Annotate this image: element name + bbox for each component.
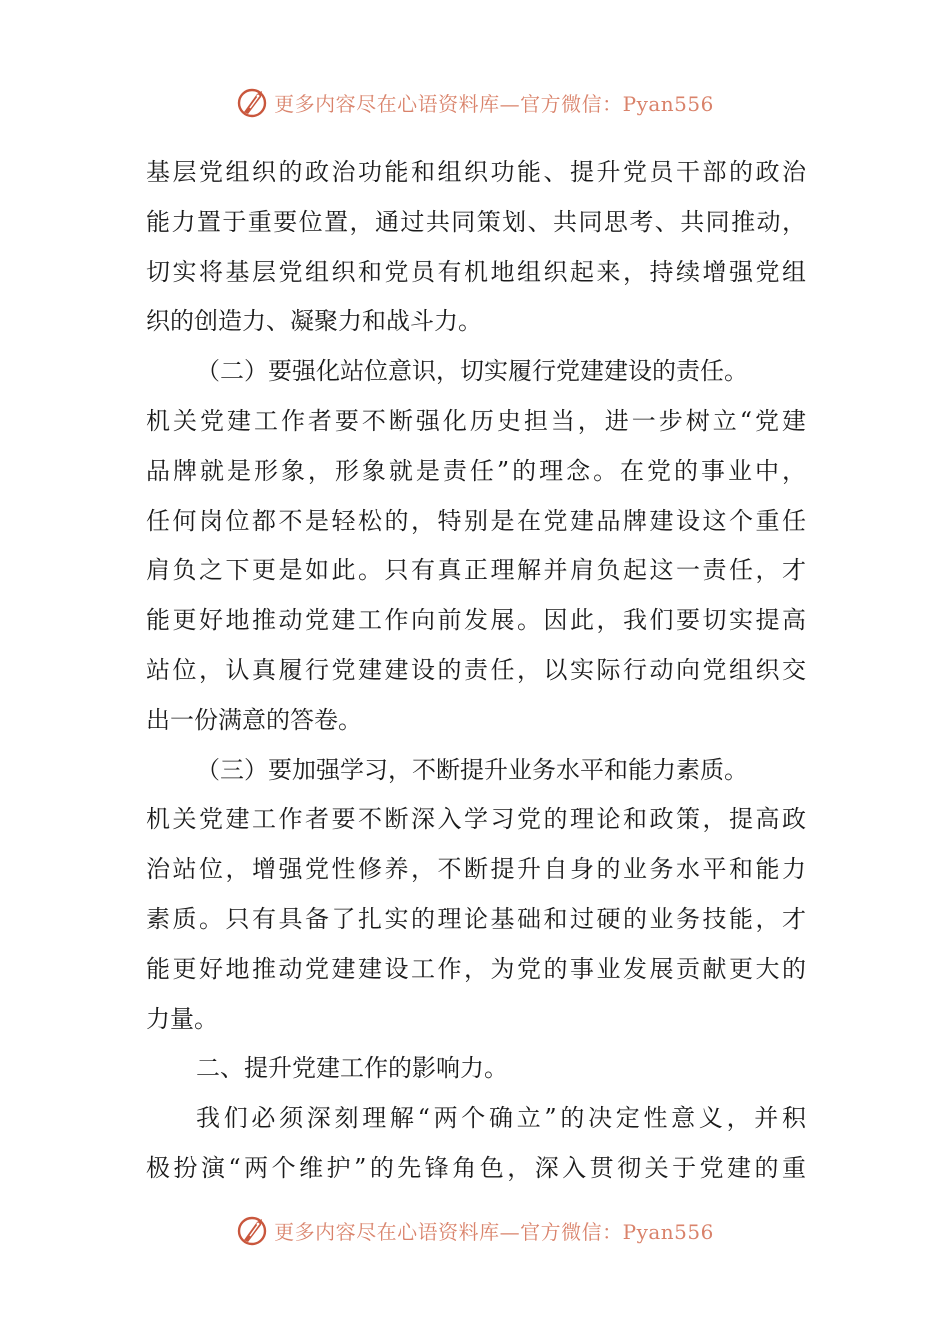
header-watermark-banner — [0, 82, 950, 122]
text-line: 二、提升党建工作的影响力。 — [196, 1054, 508, 1083]
text-line: 切实将基层党组织和党员有机地组织起来，持续增强党组 — [146, 257, 806, 286]
text-line: 站位，认真履行党建建设的责任，以实际行动向党组织交 — [146, 655, 806, 684]
document-body — [146, 148, 806, 1194]
pen-nib-circle-icon — [236, 1213, 270, 1247]
text-line: 任何岗位都不是轻松的，特别是在党建品牌建设这个重任 — [146, 506, 806, 535]
text-line: 肩负之下更是如此。只有真正理解并肩负起这一责任，才 — [146, 556, 806, 585]
text-line: 机关党建工作者要不断强化历史担当，进一步树立“党建 — [146, 406, 806, 435]
text-line: 织的创造力、凝聚力和战斗力。 — [146, 307, 482, 336]
text-line: 治站位，增强党性修养，不断提升自身的业务水平和能力 — [146, 855, 806, 884]
text-line: 素质。只有具备了扎实的理论基础和过硬的业务技能，才 — [146, 904, 806, 933]
text-line: 基层党组织的政治功能和组织功能、提升党员干部的政治 — [146, 158, 806, 186]
text-line: 出一份满意的答卷。 — [146, 705, 362, 734]
pen-nib-circle-icon — [236, 85, 270, 119]
text-line: 能更好地推动党建工作向前发展。因此，我们要切实提高 — [146, 606, 806, 635]
text-line: 力量。 — [146, 1004, 218, 1033]
text-line: （二）要强化站位意识，切实履行党建建设的责任。 — [196, 357, 748, 386]
text-line: 机关党建工作者要不断深入学习党的理论和政策，提高政 — [146, 805, 806, 834]
text-line: 能力置于重要位置，通过共同策划、共同思考、共同推动， — [146, 207, 806, 236]
footer-watermark-text: 更多内容尽在心语资料库—官方微信：Pyan556 — [274, 1219, 714, 1244]
text-line: 能更好地推动党建建设工作，为党的事业发展贡献更大的 — [146, 954, 806, 983]
footer-watermark-banner — [0, 1210, 950, 1250]
text-line: （三）要加强学习，不断提升业务水平和能力素质。 — [196, 755, 748, 784]
text-line: 极扮演“两个维护”的先锋角色，深入贯彻关于党建的重 — [146, 1153, 806, 1182]
text-line: 品牌就是形象，形象就是责任”的理念。在党的事业中， — [146, 456, 806, 485]
header-watermark-text: 更多内容尽在心语资料库—官方微信：Pyan556 — [274, 91, 714, 116]
text-line: 我们必须深刻理解“两个确立”的决定性意义，并积 — [196, 1104, 806, 1133]
